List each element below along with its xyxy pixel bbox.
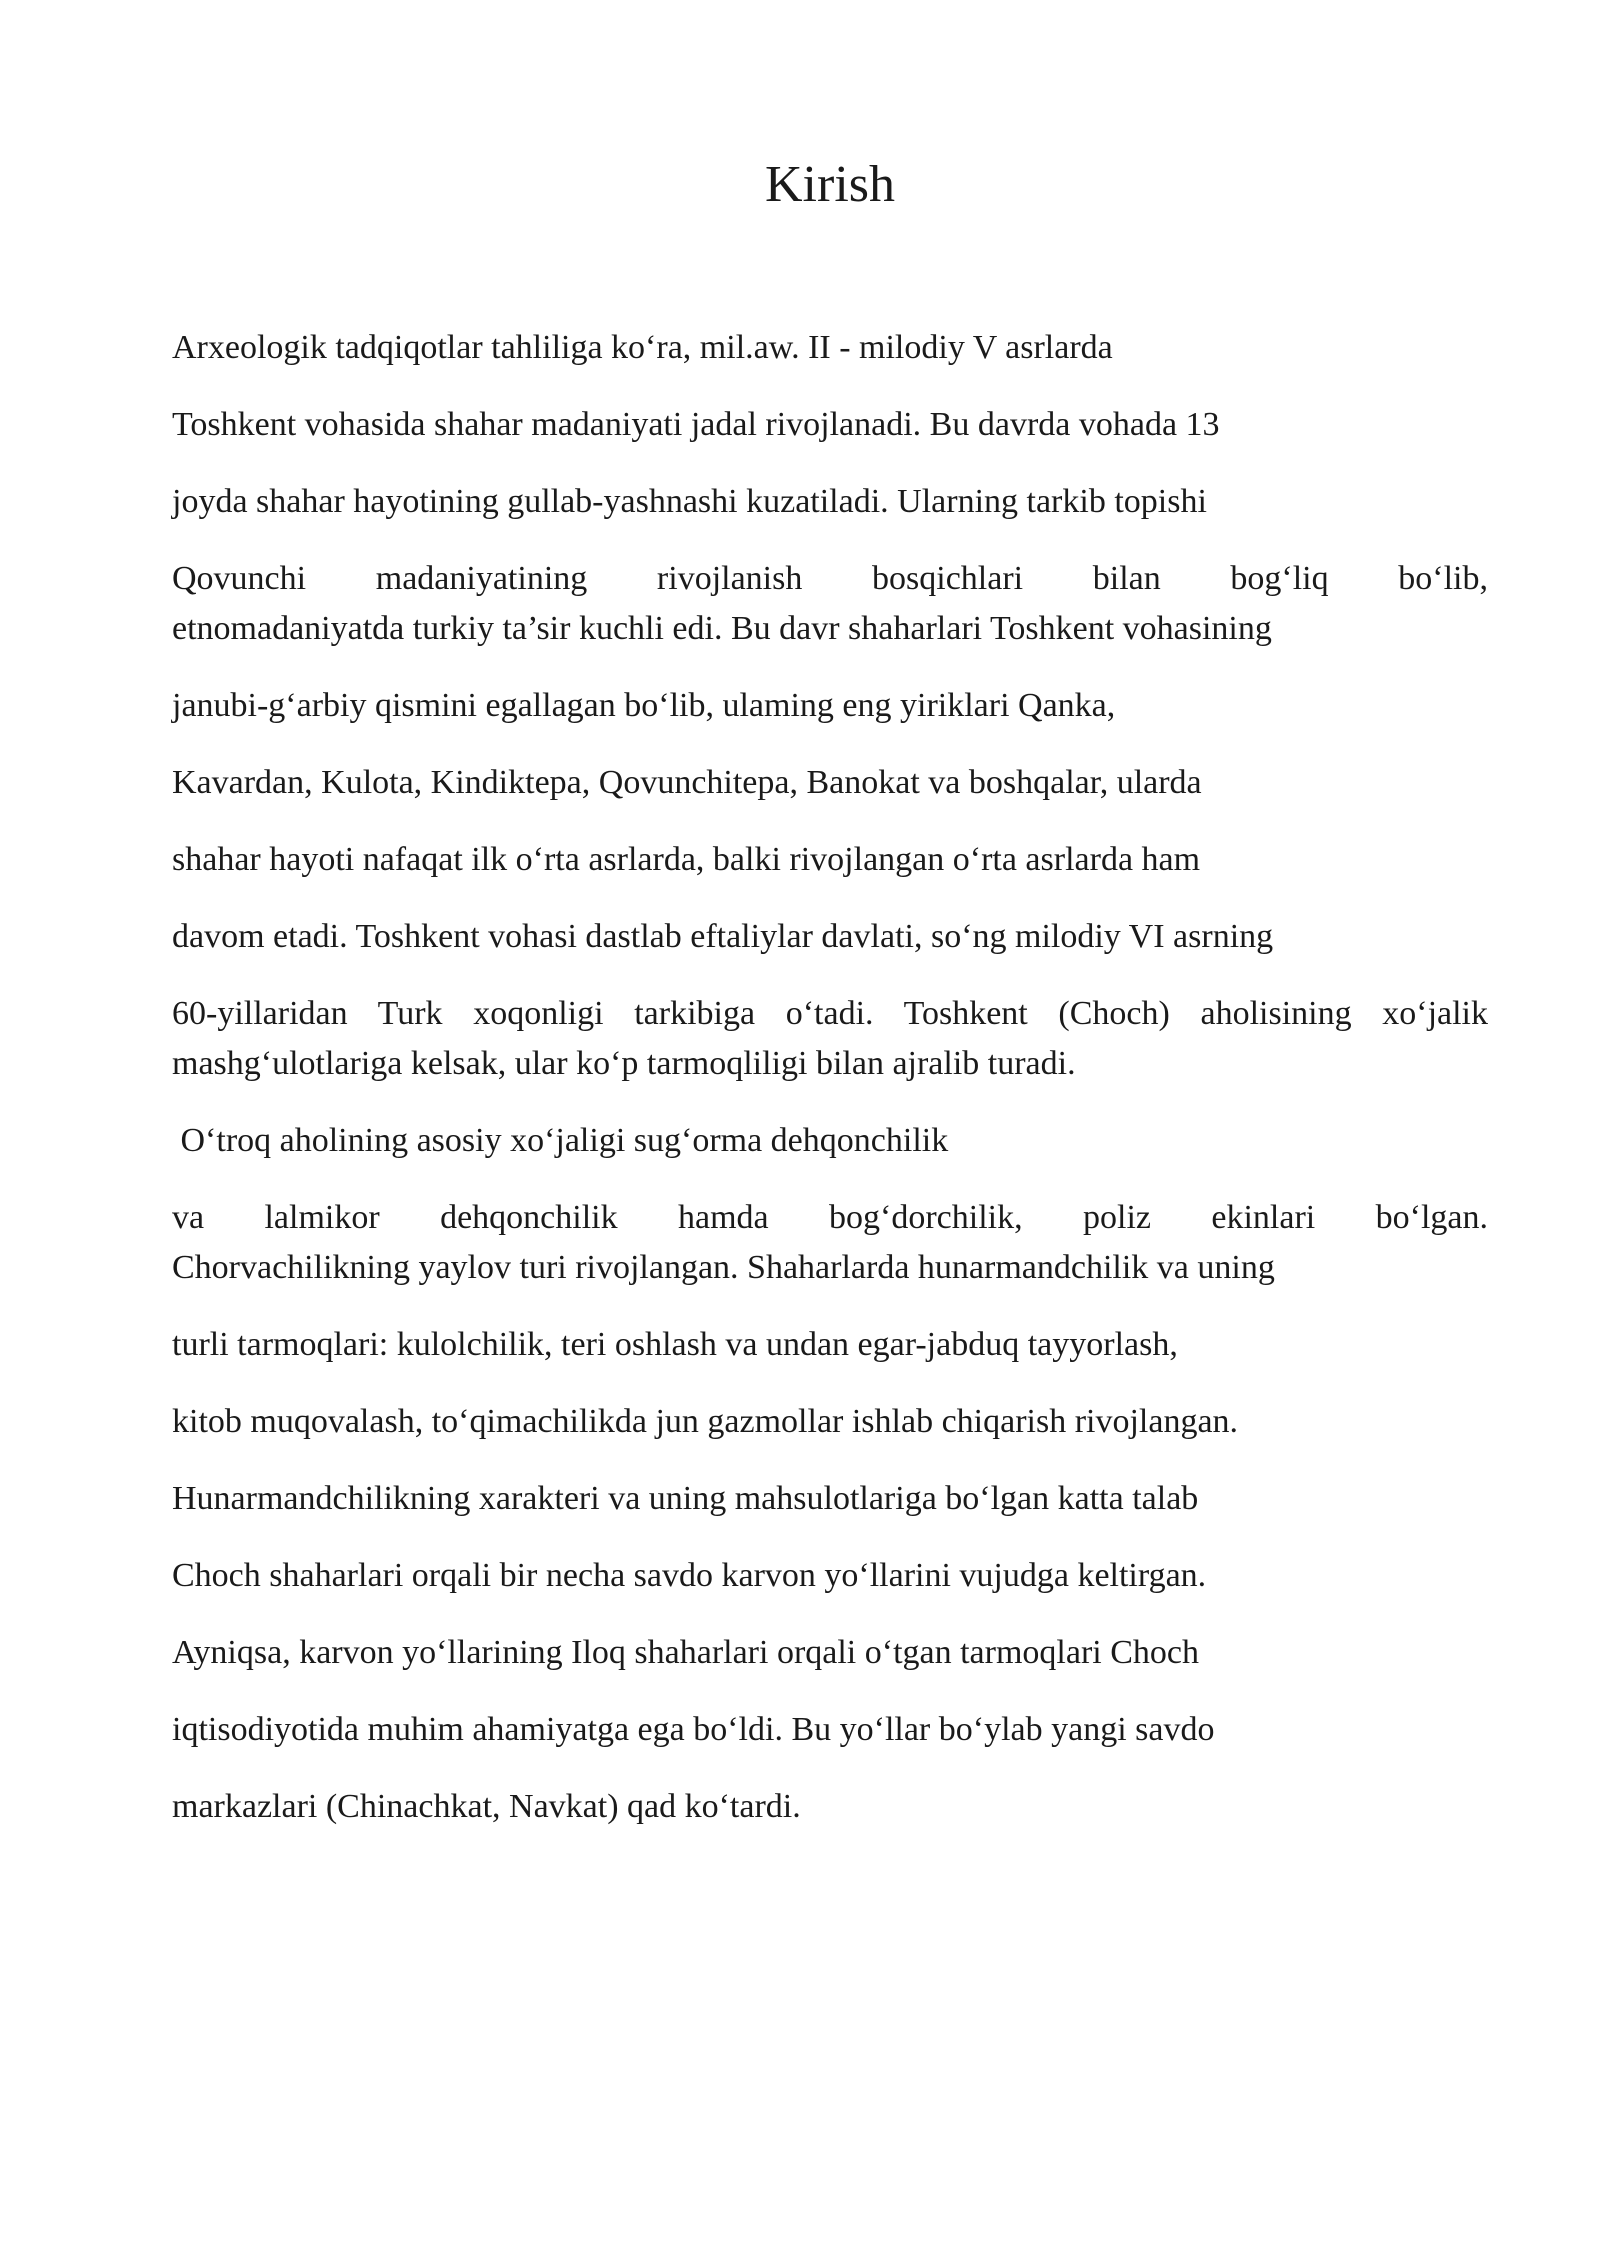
- paragraph-line: joyda shahar hayotining gullab-yashnashi kuzatiladi. Ularning tarkib topishi: [172, 483, 1207, 520]
- paragraph-line: kitob muqovalash, to‘qimachilikda jun gazmollar ishlab chiqarish rivojlangan.: [172, 1403, 1239, 1440]
- paragraph-line: O‘troq aholining asosiy xo‘jaligi sug‘orma dehqonchilik: [172, 1122, 949, 1159]
- paragraph-line: Qovunchi madaniyatining rivojlanish bosqichlari bilan bog‘liq bo‘lib,: [172, 560, 1488, 597]
- paragraph-line: va lalmikor dehqonchilik hamda bog‘dorchilik, poliz ekinlari bo‘lgan.: [172, 1199, 1488, 1236]
- paragraph-line: Chorvachilikning yaylov turi rivojlangan. Shaharlarda hunarmandchilik va uning: [172, 1249, 1275, 1286]
- paragraph-line: Ayniqsa, karvon yo‘llarining Iloq shaharlari orqali o‘tgan tarmoqlari Choch: [172, 1634, 1199, 1671]
- paragraph-line: mashg‘ulotlariga kelsak, ular ko‘p tarmoqliligi bilan ajralib turadi.: [172, 1045, 1076, 1082]
- document-body: [172, 323, 1488, 1859]
- page-title: Kirish: [765, 156, 895, 213]
- paragraph-line: markazlari (Chinachkat, Navkat) qad ko‘tardi.: [172, 1788, 801, 1825]
- paragraph-line: 60-yillaridan Turk xoqonligi tarkibiga o‘tadi. Toshkent (Choch) aholisining xo‘jalik: [172, 995, 1488, 1032]
- paragraph-line: iqtisodiyotida muhim ahamiyatga ega bo‘ldi. Bu yo‘llar bo‘ylab yangi savdo: [172, 1711, 1215, 1748]
- paragraph-line: Arxeologik tadqiqotlar tahliliga ko‘ra, mil.aw. II - milodiy V asrlarda: [172, 329, 1113, 366]
- paragraph-line: Toshkent vohasida shahar madaniyati jadal rivojlanadi. Bu davrda vohada 13: [172, 406, 1220, 443]
- paragraph-line: davom etadi. Toshkent vohasi dastlab eftaliylar davlati, so‘ng milodiy VI asrning: [172, 918, 1274, 955]
- paragraph-line: Kavardan, Kulota, Kindiktepa, Qovunchitepa, Banokat va boshqalar, ularda: [172, 764, 1202, 801]
- paragraph-line: Choch shaharlari orqali bir necha savdo karvon yo‘llarini vujudga keltirgan.: [172, 1557, 1207, 1594]
- paragraph-line: turli tarmoqlari: kulolchilik, teri oshlash va undan egar-jabduq tayyorlash,: [172, 1326, 1178, 1363]
- paragraph-line: Hunarmandchilikning xarakteri va uning mahsulotlariga bo‘lgan katta talab: [172, 1480, 1199, 1517]
- paragraph-line: etnomadaniyatda turkiy ta’sir kuchli edi. Bu davr shaharlari Toshkent vohasining: [172, 610, 1272, 647]
- paragraph-line: shahar hayoti nafaqat ilk o‘rta asrlarda, balki rivojlangan o‘rta asrlarda ham: [172, 841, 1201, 878]
- paragraph-line: janubi-g‘arbiy qismini egallagan bo‘lib, ulaming eng yiriklari Qanka,: [172, 687, 1116, 724]
